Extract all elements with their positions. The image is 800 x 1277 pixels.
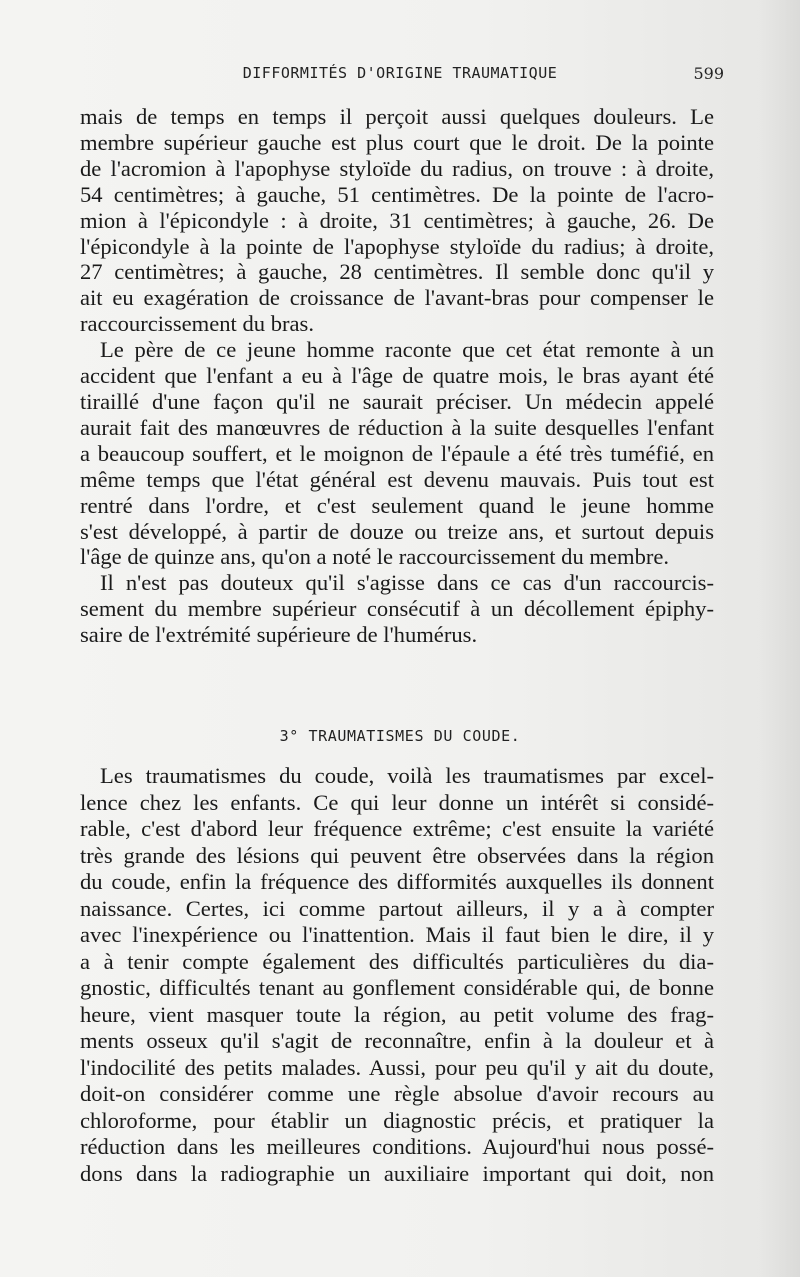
text-line: 54 centimètres; à gauche, 51 centimètres. De la pointe de l'acro-	[80, 181, 714, 207]
paragraph-4	[80, 763, 714, 1187]
text-line: a beaucoup souffert, et le moignon de l'épaule a été très tuméfié, en	[80, 440, 714, 466]
body-text-top	[80, 104, 714, 648]
running-title: DIFFORMITÉS D'ORIGINE TRAUMATIQUE	[242, 64, 558, 82]
text-line: mion à l'épicondyle : à droite, 31 centimètres; à gauche, 26. De	[80, 207, 714, 233]
paragraph-3	[80, 570, 714, 648]
text-line: chloroforme, pour établir un diagnostic précis, et pratiquer la	[80, 1107, 714, 1133]
text-line: l'âge de quinze ans, qu'on a noté le raccourcissement du membre.	[80, 544, 670, 570]
text-line: de l'acromion à l'apophyse styloïde du radius, on trouve : à droite,	[80, 155, 714, 181]
text-line: tiraillé d'une façon qu'il ne saurait préciser. Un médecin appelé	[80, 388, 714, 414]
text-line: 27 centimètres; à gauche, 28 centimètres. Il semble donc qu'il y	[80, 259, 714, 285]
text-line: ait eu exagération de croissance de l'avant-bras pour compenser le	[80, 285, 714, 311]
text-line: réduction dans les meilleures conditions. Aujourd'hui nous possé-	[80, 1134, 714, 1159]
text-line: du coude, enfin la fréquence des difformités auxquelles ils donnent	[80, 869, 714, 894]
running-header	[80, 62, 724, 90]
paragraph-2	[80, 337, 714, 570]
text-line: Le père de ce jeune homme raconte que cet état remonte à un	[100, 337, 714, 363]
text-line: ments osseux qu'il s'agit de reconnaître, enfin à la douleur et à	[80, 1028, 714, 1053]
text-line: accident que l'enfant a eu à l'âge de quatre mois, le bras ayant été	[80, 363, 714, 389]
page-edge-shadow	[760, 0, 800, 1277]
text-line: l'indocilité des petits malades. Aussi, pour peu qu'il y ait du doute,	[80, 1054, 714, 1080]
text-line: naissance. Certes, ici comme partout ailleurs, il y a à compter	[80, 895, 714, 921]
text-line: dons dans la radiographie un auxiliaire important qui doit, non	[80, 1160, 714, 1186]
text-line: rable, c'est d'abord leur fréquence extrême; c'est ensuite la variété	[80, 816, 714, 841]
text-line: rentré dans l'ordre, et c'est seulement quand le jeune homme	[80, 492, 714, 518]
text-line: très grande des lésions qui peuvent être observées dans la région	[80, 842, 714, 868]
text-line: mais de temps en temps il perçoit aussi quelques douleurs. Le	[80, 104, 714, 129]
text-line: membre supérieur gauche est plus court que le droit. De la pointe	[80, 129, 714, 155]
text-line: sement du membre supérieur consécutif à un décollement épiphy-	[80, 596, 714, 622]
text-line: a à tenir compte également des difficultés particulières du dia-	[80, 948, 714, 974]
page-number: 599	[693, 64, 724, 83]
text-line: gnostic, difficultés tenant au gonflement considérable qui, de bonne	[80, 975, 714, 1000]
text-line: aurait fait des manœuvres de réduction à la suite desquelles l'enfant	[80, 414, 714, 440]
text-line: même temps que l'état général est devenu mauvais. Puis tout est	[80, 466, 714, 492]
text-line: raccourcissement du bras.	[80, 311, 315, 337]
text-line: heure, vient masquer toute la région, au petit volume des frag-	[80, 1001, 714, 1027]
text-line: doit-on considérer comme une règle absolue d'avoir recours au	[80, 1081, 714, 1106]
text-line: lence chez les enfants. Ce qui leur donne un intérêt si considé-	[80, 789, 714, 815]
text-line: Il n'est pas douteux qu'il s'agisse dans ce cas d'un raccourcis-	[100, 570, 714, 596]
section-heading: 3° TRAUMATISMES DU COUDE.	[279, 727, 521, 745]
text-line: s'est développé, à partir de douze ou treize ans, et surtout depuis	[80, 518, 714, 544]
text-line: Les traumatismes du coude, voilà les traumatismes par excel-	[100, 763, 714, 788]
body-text-bottom	[80, 763, 714, 1187]
text-line: l'épicondyle à la pointe de l'apophyse styloïde du radius; à droite,	[80, 233, 714, 259]
text-line: saire de l'extrémité supérieure de l'humérus.	[80, 622, 478, 648]
text-line: avec l'inexpérience ou l'inattention. Mais il faut bien le dire, il y	[80, 922, 714, 947]
paragraph-1	[80, 104, 714, 337]
